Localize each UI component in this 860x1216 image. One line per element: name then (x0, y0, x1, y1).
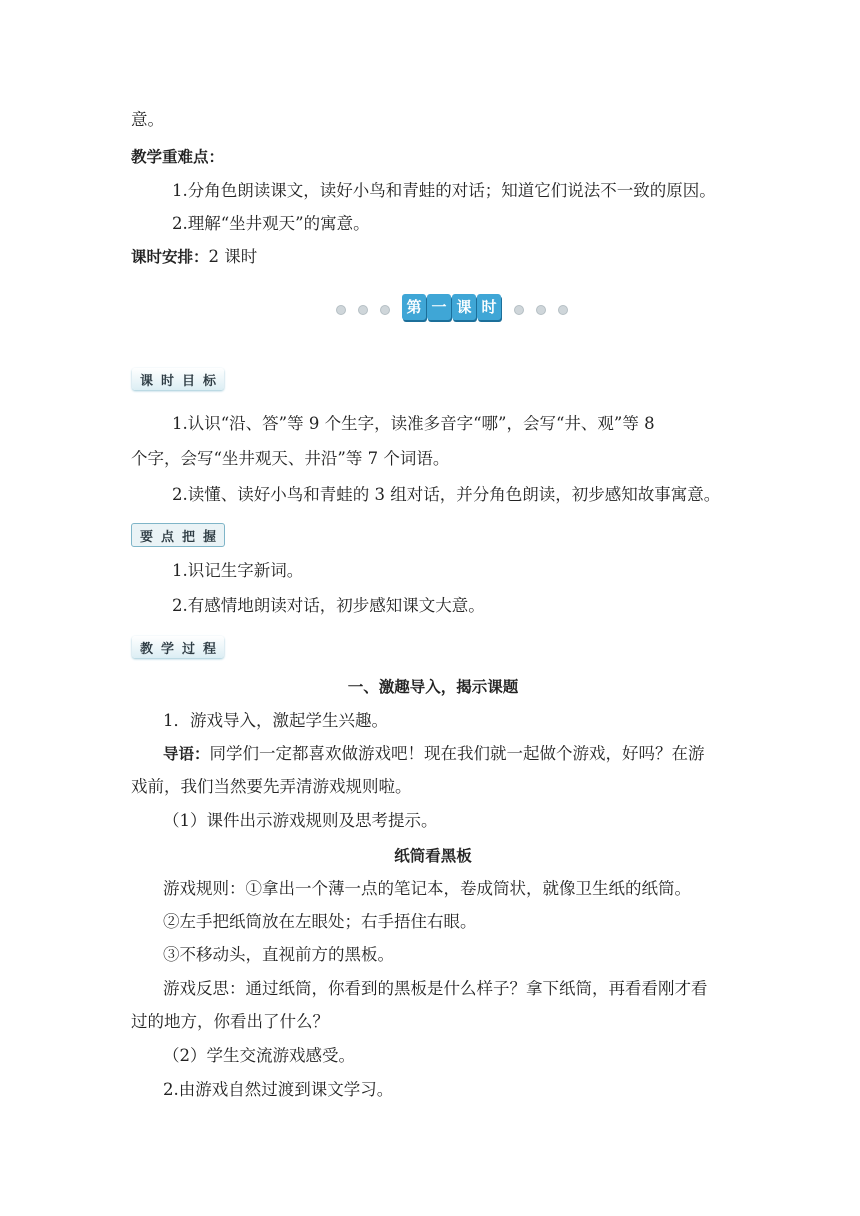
label-char: 要 (140, 529, 154, 545)
text-continuation: 意。 (131, 110, 164, 129)
banner-char: 课 (452, 294, 476, 320)
point-2: 2.有感情地朗读对话，初步感知课文大意。 (172, 596, 485, 615)
dot-icon (336, 305, 346, 315)
label-char: 教 (140, 641, 154, 657)
lesson-banner (334, 292, 574, 326)
label-char: 目 (182, 373, 196, 389)
goal-1-line-b: 个字，会写“坐井观天、井沿”等 7 个词语。 (131, 449, 450, 468)
label-lesson-goals (132, 368, 224, 390)
intro-text: 同学们一定都喜欢做游戏吧！现在我们就一起做个游戏，好吗？在游 (209, 744, 705, 763)
intro-label: 导语： (163, 745, 210, 763)
label-char: 程 (203, 641, 217, 657)
banner-char: 一 (427, 294, 451, 320)
schedule-line (131, 246, 257, 268)
dot-icon (358, 305, 368, 315)
schedule-label: 课时安排： (131, 248, 209, 266)
label-char: 过 (182, 641, 196, 657)
label-char: 学 (161, 641, 175, 657)
point-1: 1.识记生字新词。 (172, 561, 304, 580)
label-char: 握 (203, 529, 217, 545)
intro-line-a (163, 743, 705, 765)
game-rule-3: ③不移动头，直视前方的黑板。 (163, 945, 394, 964)
dot-icon (558, 305, 568, 315)
dot-icon (514, 305, 524, 315)
banner-title (402, 294, 500, 322)
reflection-line-a: 游戏反思：通过纸筒，你看到的黑板是什么样子？拿下纸筒，再看看刚才看 (163, 979, 708, 998)
goal-2: 2.读懂、读好小鸟和青蛙的 3 组对话，并分角色朗读，初步感知故事寓意。 (172, 485, 721, 504)
schedule-value: 2 课时 (208, 247, 258, 266)
sub-step-1: （1）课件出示游戏规则及思考提示。 (163, 811, 438, 830)
banner-char: 第 (402, 294, 426, 320)
label-char: 时 (161, 373, 175, 389)
label-char: 课 (140, 373, 154, 389)
label-char: 标 (203, 373, 217, 389)
step-1: 1．游戏导入，激起学生兴趣。 (163, 711, 388, 730)
label-teaching-process (132, 636, 224, 658)
label-char: 点 (161, 529, 175, 545)
game-rule-1: 游戏规则：①拿出一个薄一点的笔记本，卷成筒状，就像卫生纸的纸筒。 (163, 879, 691, 898)
banner-char: 时 (477, 294, 501, 320)
intro-line-b: 戏前，我们当然要先弄清游戏规则啦。 (131, 777, 412, 796)
step-2: 2.由游戏自然过渡到课文学习。 (163, 1080, 394, 1099)
key-points-heading: 教学重难点： (131, 148, 225, 166)
key-point-2: 2.理解“坐井观天”的寓意。 (172, 214, 370, 233)
label-char: 把 (182, 529, 196, 545)
goal-1-line-a: 1.认识“沿、答”等 9 个生字，读准多音字“哪”，会写“井、观”等 8 (172, 414, 655, 433)
game-title: 纸筒看黑板 (394, 847, 472, 865)
label-key-points (131, 523, 225, 547)
sub-step-2: （2）学生交流游戏感受。 (163, 1046, 355, 1065)
game-rule-2: ②左手把纸筒放在左眼处；右手捂住右眼。 (163, 912, 477, 931)
dot-icon (536, 305, 546, 315)
section-title: 一、激趣导入，揭示课题 (347, 678, 519, 696)
key-point-1: 1.分角色朗读课文，读好小鸟和青蛙的对话；知道它们说法不一致的原因。 (172, 181, 716, 200)
dot-icon (380, 305, 390, 315)
reflection-line-b: 过的地方，你看出了什么？ (131, 1012, 329, 1031)
